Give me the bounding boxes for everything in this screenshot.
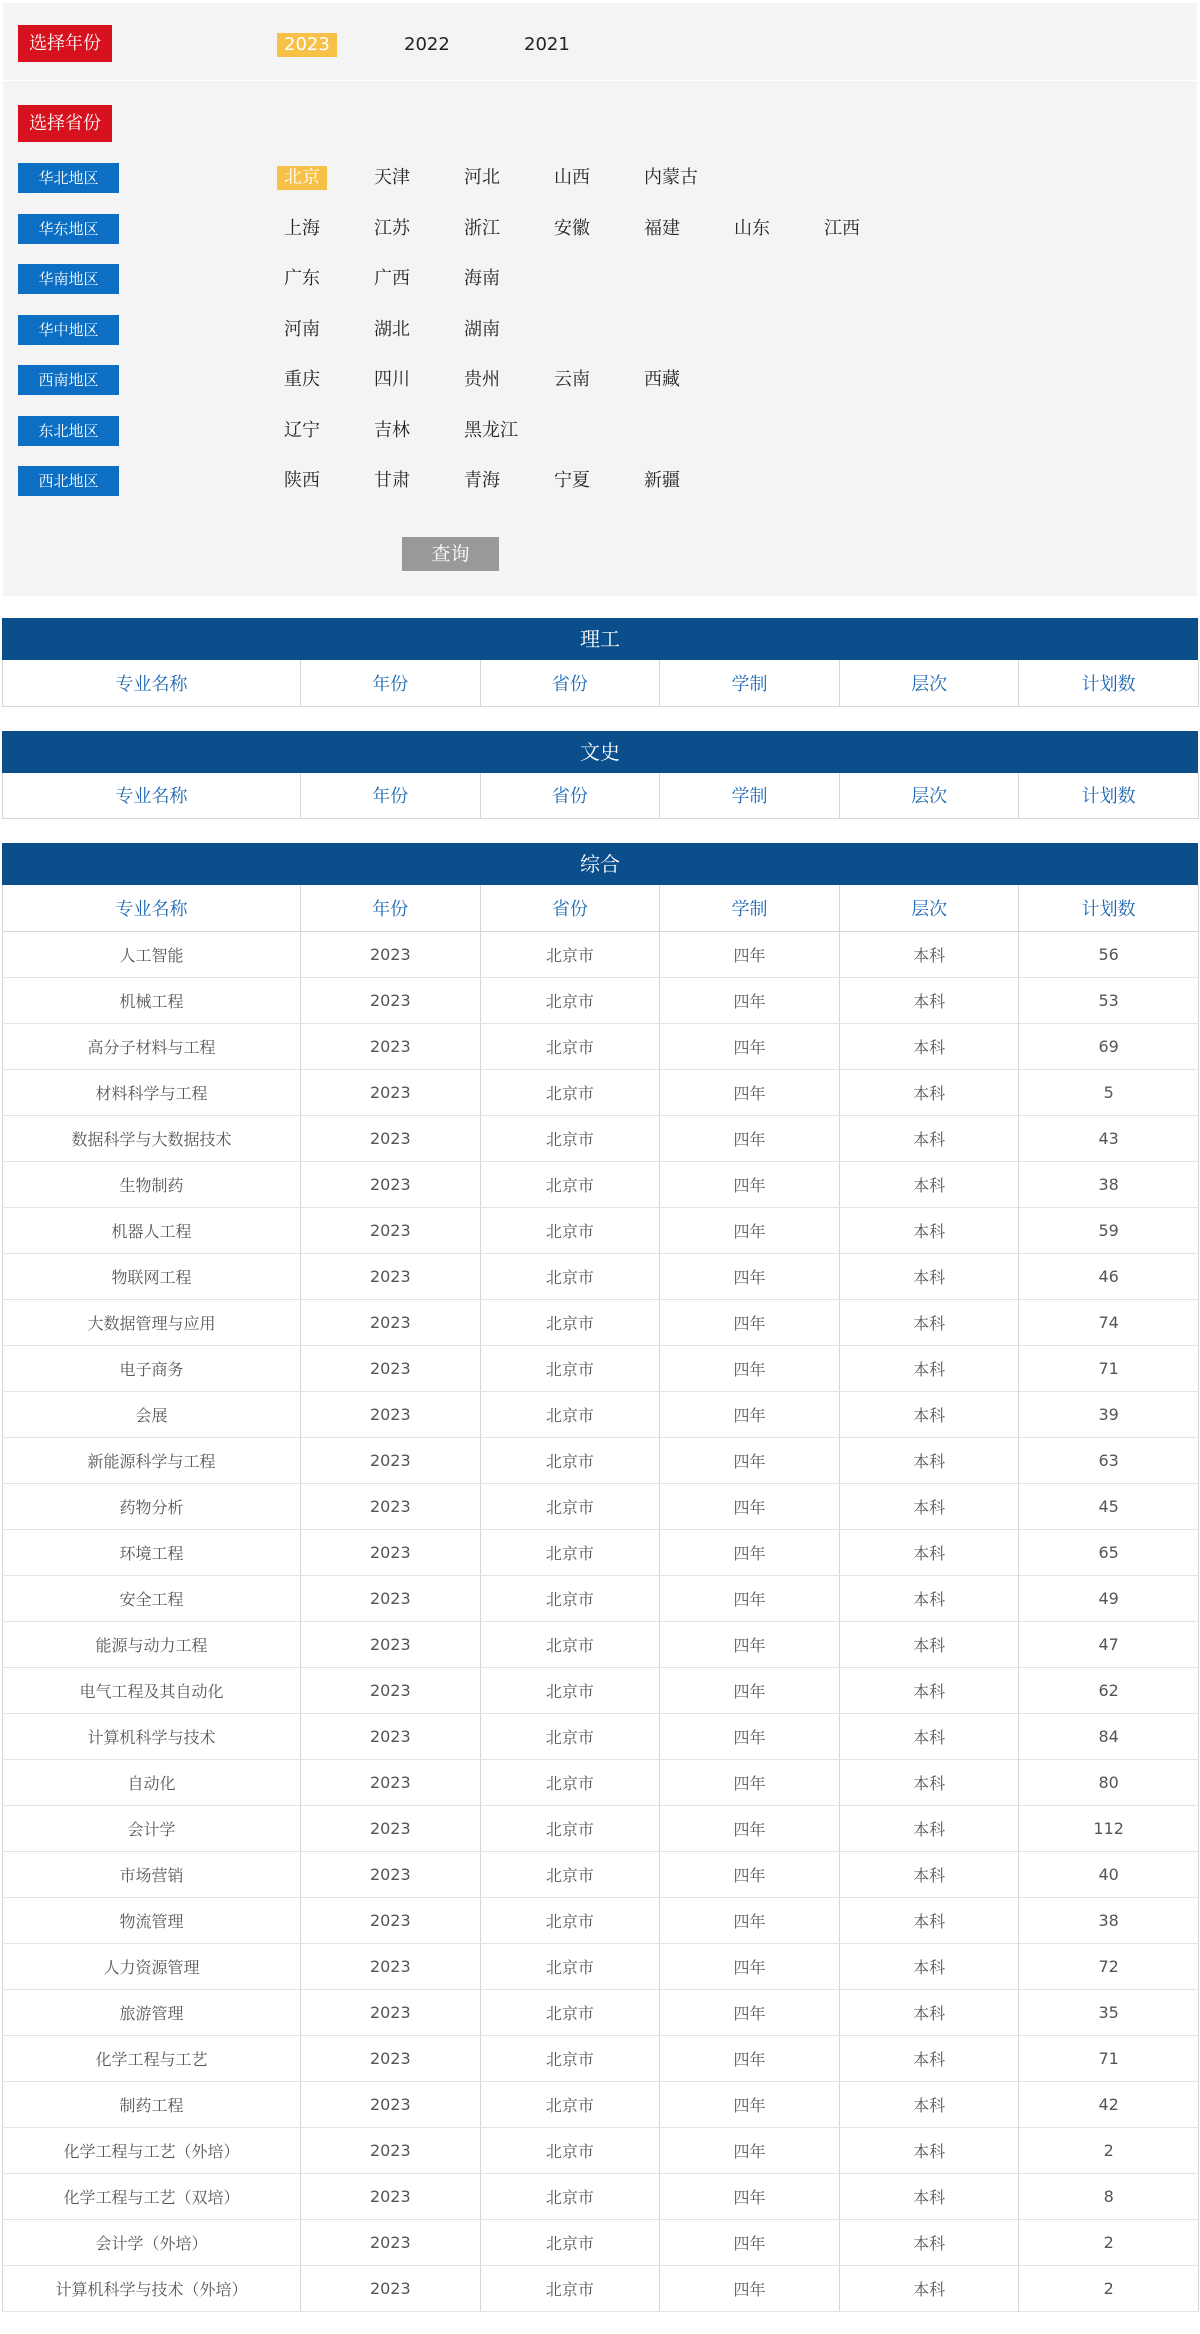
column-header: 学制 <box>660 885 840 931</box>
table-row <box>3 2219 1199 2265</box>
table-cell: 本科 <box>839 1989 1019 2035</box>
table-cell: 本科 <box>839 977 1019 1023</box>
table-cell: 四年 <box>660 977 840 1023</box>
table-cell: 四年 <box>660 1575 840 1621</box>
province-option[interactable]: 安徽 <box>554 217 590 239</box>
column-header: 计划数 <box>1019 885 1199 931</box>
table-cell: 机器人工程 <box>3 1207 301 1253</box>
table-row <box>3 2127 1199 2173</box>
table-cell: 四年 <box>660 1345 840 1391</box>
column-header: 年份 <box>301 885 481 931</box>
province-option[interactable]: 新疆 <box>644 470 680 491</box>
table-row <box>3 1989 1199 2035</box>
table-row <box>3 2173 1199 2219</box>
column-header: 省份 <box>480 660 660 706</box>
table-cell: 四年 <box>660 1023 840 1069</box>
column-header: 层次 <box>839 660 1019 706</box>
table-cell: 2023 <box>301 1989 481 2035</box>
table-cell: 计算机科学与技术 <box>3 1713 301 1759</box>
table-cell: 71 <box>1019 1345 1199 1391</box>
table-cell: 会计学 <box>3 1805 301 1851</box>
year-option-2021[interactable]: 2021 <box>524 34 570 55</box>
table-cell: 本科 <box>839 2219 1019 2265</box>
table-cell: 本科 <box>839 1069 1019 1115</box>
table-cell: 2023 <box>301 977 481 1023</box>
table-row <box>3 1115 1199 1161</box>
table-cell: 北京市 <box>480 2127 660 2173</box>
province-option[interactable]: 内蒙古 <box>644 167 698 188</box>
table-cell: 化学工程与工艺（双培） <box>3 2173 301 2219</box>
table-cell: 高分子材料与工程 <box>3 1023 301 1069</box>
table-cell: 本科 <box>839 1253 1019 1299</box>
province-option[interactable]: 上海 <box>284 217 320 239</box>
table-cell: 53 <box>1019 977 1199 1023</box>
table-cell: 四年 <box>660 1713 840 1759</box>
table-cell: 2023 <box>301 1299 481 1345</box>
table-cell: 安全工程 <box>3 1575 301 1621</box>
province-option[interactable]: 山西 <box>554 167 590 188</box>
results-section <box>2 731 1198 820</box>
table-cell: 74 <box>1019 1299 1199 1345</box>
table-cell: 北京市 <box>480 1391 660 1437</box>
table-header-row <box>3 660 1199 706</box>
table-cell: 北京市 <box>480 2219 660 2265</box>
table-cell: 药物分析 <box>3 1483 301 1529</box>
results-sections <box>0 618 1200 2312</box>
table-cell: 北京市 <box>480 1253 660 1299</box>
table-cell: 四年 <box>660 1161 840 1207</box>
table-row <box>3 1253 1199 1299</box>
province-option[interactable]: 天津 <box>374 167 410 188</box>
province-option[interactable]: 湖南 <box>464 318 500 340</box>
table-cell: 本科 <box>839 1391 1019 1437</box>
results-table <box>2 885 1199 2312</box>
table-cell: 四年 <box>660 1207 840 1253</box>
table-cell: 四年 <box>660 1483 840 1529</box>
table-header-row <box>3 885 1199 931</box>
table-row <box>3 1713 1199 1759</box>
table-cell: 北京市 <box>480 2265 660 2311</box>
table-cell: 2023 <box>301 1575 481 1621</box>
table-cell: 四年 <box>660 1437 840 1483</box>
province-option[interactable]: 浙江 <box>464 217 500 239</box>
table-row <box>3 1345 1199 1391</box>
table-row <box>3 1575 1199 1621</box>
column-header: 计划数 <box>1019 660 1199 706</box>
table-cell: 四年 <box>660 1529 840 1575</box>
table-row <box>3 1023 1199 1069</box>
province-option[interactable]: 江西 <box>824 217 860 239</box>
table-cell: 47 <box>1019 1621 1199 1667</box>
table-cell: 84 <box>1019 1713 1199 1759</box>
province-option[interactable]: 黑龙江 <box>464 419 518 441</box>
region-label-2: 华南地区 <box>18 264 119 294</box>
table-cell: 北京市 <box>480 1529 660 1575</box>
table-cell: 2023 <box>301 1897 481 1943</box>
table-cell: 本科 <box>839 1621 1019 1667</box>
table-cell: 2023 <box>301 931 481 977</box>
table-cell: 2 <box>1019 2127 1199 2173</box>
table-row <box>3 1299 1199 1345</box>
table-cell: 化学工程与工艺 <box>3 2035 301 2081</box>
table-cell: 本科 <box>839 1897 1019 1943</box>
table-cell: 电气工程及其自动化 <box>3 1667 301 1713</box>
table-cell: 四年 <box>660 1667 840 1713</box>
province-option[interactable]: 重庆 <box>284 369 320 390</box>
table-cell: 四年 <box>660 1851 840 1897</box>
table-cell: 69 <box>1019 1023 1199 1069</box>
table-cell: 四年 <box>660 1759 840 1805</box>
table-cell: 49 <box>1019 1575 1199 1621</box>
region-label-5: 东北地区 <box>18 416 119 446</box>
table-cell: 本科 <box>839 1759 1019 1805</box>
table-cell: 北京市 <box>480 1851 660 1897</box>
year-option-2022[interactable]: 2022 <box>404 34 450 55</box>
table-cell: 制药工程 <box>3 2081 301 2127</box>
region-label-6: 西北地区 <box>18 466 119 496</box>
table-row <box>3 1897 1199 1943</box>
column-header: 省份 <box>480 773 660 819</box>
table-cell: 2023 <box>301 1621 481 1667</box>
table-cell: 环境工程 <box>3 1529 301 1575</box>
table-cell: 62 <box>1019 1667 1199 1713</box>
table-cell: 2023 <box>301 1069 481 1115</box>
table-row <box>3 2081 1199 2127</box>
table-cell: 本科 <box>839 1207 1019 1253</box>
table-cell: 2023 <box>301 2081 481 2127</box>
table-cell: 本科 <box>839 1529 1019 1575</box>
table-cell: 2023 <box>301 1437 481 1483</box>
table-cell: 四年 <box>660 1989 840 2035</box>
table-cell: 2023 <box>301 2035 481 2081</box>
table-cell: 计算机科学与技术（外培） <box>3 2265 301 2311</box>
table-cell: 机械工程 <box>3 977 301 1023</box>
table-cell: 72 <box>1019 1943 1199 1989</box>
table-cell: 2 <box>1019 2219 1199 2265</box>
table-cell: 物流管理 <box>3 1897 301 1943</box>
province-option[interactable]: 北京 <box>277 166 327 190</box>
table-cell: 北京市 <box>480 1713 660 1759</box>
table-row <box>3 1391 1199 1437</box>
table-cell: 四年 <box>660 2035 840 2081</box>
table-row <box>3 1207 1199 1253</box>
table-row <box>3 1621 1199 1667</box>
table-cell: 物联网工程 <box>3 1253 301 1299</box>
table-cell: 2023 <box>301 1529 481 1575</box>
table-cell: 四年 <box>660 2219 840 2265</box>
column-header: 学制 <box>660 660 840 706</box>
table-cell: 2023 <box>301 1805 481 1851</box>
column-header: 计划数 <box>1019 773 1199 819</box>
section-title: 理工 <box>2 618 1198 660</box>
table-header-row <box>3 773 1199 819</box>
region-label-1: 华东地区 <box>18 214 119 244</box>
filter-panel <box>3 3 1197 596</box>
province-option[interactable]: 辽宁 <box>284 419 320 441</box>
table-cell: 四年 <box>660 1115 840 1161</box>
table-cell: 能源与动力工程 <box>3 1621 301 1667</box>
table-cell: 2023 <box>301 2127 481 2173</box>
table-cell: 人力资源管理 <box>3 1943 301 1989</box>
section-title: 综合 <box>2 843 1198 885</box>
table-cell: 本科 <box>839 1667 1019 1713</box>
table-cell: 本科 <box>839 1345 1019 1391</box>
table-cell: 本科 <box>839 1023 1019 1069</box>
table-row <box>3 977 1199 1023</box>
table-cell: 本科 <box>839 2081 1019 2127</box>
table-cell: 新能源科学与工程 <box>3 1437 301 1483</box>
table-cell: 8 <box>1019 2173 1199 2219</box>
region-label-0: 华北地区 <box>18 163 119 193</box>
table-row <box>3 1667 1199 1713</box>
results-section <box>2 618 1198 707</box>
province-option[interactable]: 西藏 <box>644 369 680 390</box>
table-row <box>3 931 1199 977</box>
table-row <box>3 1759 1199 1805</box>
province-option[interactable]: 广东 <box>284 268 320 289</box>
table-cell: 北京市 <box>480 931 660 977</box>
table-cell: 2023 <box>301 1253 481 1299</box>
province-option[interactable]: 广西 <box>374 268 410 289</box>
table-cell: 2023 <box>301 1115 481 1161</box>
region-label-4: 西南地区 <box>18 365 119 395</box>
table-row <box>3 1161 1199 1207</box>
table-row <box>3 1529 1199 1575</box>
table-cell: 112 <box>1019 1805 1199 1851</box>
table-cell: 59 <box>1019 1207 1199 1253</box>
table-cell: 数据科学与大数据技术 <box>3 1115 301 1161</box>
table-cell: 2023 <box>301 1667 481 1713</box>
table-cell: 生物制药 <box>3 1161 301 1207</box>
table-cell: 2023 <box>301 1943 481 1989</box>
table-cell: 2023 <box>301 1345 481 1391</box>
table-cell: 80 <box>1019 1759 1199 1805</box>
region-label-3: 华中地区 <box>18 315 119 345</box>
table-cell: 2023 <box>301 1713 481 1759</box>
results-section <box>2 843 1198 2312</box>
column-header: 层次 <box>839 773 1019 819</box>
table-cell: 北京市 <box>480 1069 660 1115</box>
table-cell: 北京市 <box>480 1897 660 1943</box>
year-row <box>3 3 1197 81</box>
table-cell: 化学工程与工艺（外培） <box>3 2127 301 2173</box>
table-row <box>3 1851 1199 1897</box>
table-cell: 北京市 <box>480 2081 660 2127</box>
table-cell: 2023 <box>301 1851 481 1897</box>
column-header: 年份 <box>301 773 481 819</box>
column-header: 层次 <box>839 885 1019 931</box>
table-cell: 北京市 <box>480 2035 660 2081</box>
table-cell: 北京市 <box>480 1437 660 1483</box>
table-cell: 会计学（外培） <box>3 2219 301 2265</box>
table-cell: 本科 <box>839 1943 1019 1989</box>
table-cell: 北京市 <box>480 1161 660 1207</box>
table-cell: 北京市 <box>480 1667 660 1713</box>
table-cell: 北京市 <box>480 1621 660 1667</box>
table-row <box>3 2265 1199 2311</box>
column-header: 专业名称 <box>3 773 301 819</box>
table-cell: 电子商务 <box>3 1345 301 1391</box>
table-cell: 本科 <box>839 931 1019 977</box>
province-option[interactable]: 宁夏 <box>554 470 590 491</box>
column-header: 省份 <box>480 885 660 931</box>
table-cell: 65 <box>1019 1529 1199 1575</box>
table-cell: 北京市 <box>480 1345 660 1391</box>
province-option[interactable]: 福建 <box>644 217 680 239</box>
year-option-2023[interactable]: 2023 <box>277 33 337 57</box>
table-cell: 2023 <box>301 1023 481 1069</box>
province-option[interactable]: 河南 <box>284 318 320 340</box>
results-table <box>2 773 1199 820</box>
province-option[interactable]: 河北 <box>464 167 500 188</box>
column-header: 学制 <box>660 773 840 819</box>
table-cell: 38 <box>1019 1897 1199 1943</box>
table-cell: 5 <box>1019 1069 1199 1115</box>
table-cell: 北京市 <box>480 1115 660 1161</box>
table-cell: 本科 <box>839 1161 1019 1207</box>
table-cell: 四年 <box>660 1943 840 1989</box>
table-cell: 北京市 <box>480 1943 660 1989</box>
table-cell: 市场营销 <box>3 1851 301 1897</box>
table-cell: 本科 <box>839 2173 1019 2219</box>
table-cell: 北京市 <box>480 2173 660 2219</box>
table-cell: 北京市 <box>480 1989 660 2035</box>
column-header: 专业名称 <box>3 660 301 706</box>
table-cell: 会展 <box>3 1391 301 1437</box>
province-option[interactable]: 甘肃 <box>374 470 410 491</box>
province-option[interactable]: 青海 <box>464 470 500 491</box>
province-option[interactable]: 云南 <box>554 369 590 390</box>
table-cell: 四年 <box>660 2173 840 2219</box>
table-cell: 2023 <box>301 1207 481 1253</box>
table-row <box>3 1805 1199 1851</box>
table-row <box>3 2035 1199 2081</box>
table-cell: 四年 <box>660 1805 840 1851</box>
table-cell: 北京市 <box>480 1805 660 1851</box>
table-cell: 本科 <box>839 2127 1019 2173</box>
table-cell: 43 <box>1019 1115 1199 1161</box>
table-cell: 本科 <box>839 1483 1019 1529</box>
province-option[interactable]: 海南 <box>464 268 500 289</box>
table-cell: 38 <box>1019 1161 1199 1207</box>
year-label: 选择年份 <box>18 25 112 62</box>
table-cell: 人工智能 <box>3 931 301 977</box>
column-header: 年份 <box>301 660 481 706</box>
table-cell: 四年 <box>660 1069 840 1115</box>
province-option[interactable]: 山东 <box>734 217 770 239</box>
table-cell: 2023 <box>301 1759 481 1805</box>
table-cell: 2023 <box>301 2219 481 2265</box>
table-cell: 2023 <box>301 1391 481 1437</box>
table-row <box>3 1943 1199 1989</box>
table-cell: 北京市 <box>480 977 660 1023</box>
table-cell: 本科 <box>839 2265 1019 2311</box>
table-cell: 2023 <box>301 1161 481 1207</box>
table-cell: 四年 <box>660 931 840 977</box>
table-cell: 本科 <box>839 1713 1019 1759</box>
province-option[interactable]: 陕西 <box>284 470 320 491</box>
table-cell: 北京市 <box>480 1207 660 1253</box>
table-cell: 四年 <box>660 2081 840 2127</box>
section-title: 文史 <box>2 731 1198 773</box>
table-cell: 2023 <box>301 2173 481 2219</box>
table-cell: 北京市 <box>480 1023 660 1069</box>
table-row <box>3 1483 1199 1529</box>
table-cell: 42 <box>1019 2081 1199 2127</box>
table-cell: 本科 <box>839 1575 1019 1621</box>
table-cell: 2023 <box>301 2265 481 2311</box>
table-cell: 63 <box>1019 1437 1199 1483</box>
table-cell: 北京市 <box>480 1299 660 1345</box>
table-cell: 四年 <box>660 2127 840 2173</box>
table-cell: 本科 <box>839 1115 1019 1161</box>
column-header: 专业名称 <box>3 885 301 931</box>
province-option[interactable]: 四川 <box>374 369 410 390</box>
table-cell: 北京市 <box>480 1575 660 1621</box>
table-row <box>3 1069 1199 1115</box>
table-cell: 四年 <box>660 1253 840 1299</box>
table-cell: 四年 <box>660 2265 840 2311</box>
table-cell: 本科 <box>839 2035 1019 2081</box>
province-option[interactable]: 吉林 <box>374 419 410 441</box>
table-cell: 45 <box>1019 1483 1199 1529</box>
table-cell: 71 <box>1019 2035 1199 2081</box>
table-cell: 本科 <box>839 1851 1019 1897</box>
table-cell: 本科 <box>839 1805 1019 1851</box>
table-cell: 北京市 <box>480 1759 660 1805</box>
table-cell: 40 <box>1019 1851 1199 1897</box>
table-cell: 56 <box>1019 931 1199 977</box>
results-table <box>2 660 1199 707</box>
table-cell: 材料科学与工程 <box>3 1069 301 1115</box>
table-cell: 四年 <box>660 1391 840 1437</box>
table-cell: 46 <box>1019 1253 1199 1299</box>
query-button[interactable]: 查询 <box>402 537 499 571</box>
province-label: 选择省份 <box>18 105 112 142</box>
table-cell: 2 <box>1019 2265 1199 2311</box>
table-cell: 本科 <box>839 1299 1019 1345</box>
table-cell: 35 <box>1019 1989 1199 2035</box>
table-cell: 自动化 <box>3 1759 301 1805</box>
table-cell: 四年 <box>660 1897 840 1943</box>
province-option[interactable]: 湖北 <box>374 318 410 340</box>
table-row <box>3 1437 1199 1483</box>
province-option[interactable]: 江苏 <box>374 217 410 239</box>
table-cell: 旅游管理 <box>3 1989 301 2035</box>
province-option[interactable]: 贵州 <box>464 369 500 390</box>
table-cell: 四年 <box>660 1621 840 1667</box>
table-cell: 四年 <box>660 1299 840 1345</box>
table-cell: 大数据管理与应用 <box>3 1299 301 1345</box>
table-cell: 本科 <box>839 1437 1019 1483</box>
table-cell: 北京市 <box>480 1483 660 1529</box>
table-cell: 39 <box>1019 1391 1199 1437</box>
table-cell: 2023 <box>301 1483 481 1529</box>
